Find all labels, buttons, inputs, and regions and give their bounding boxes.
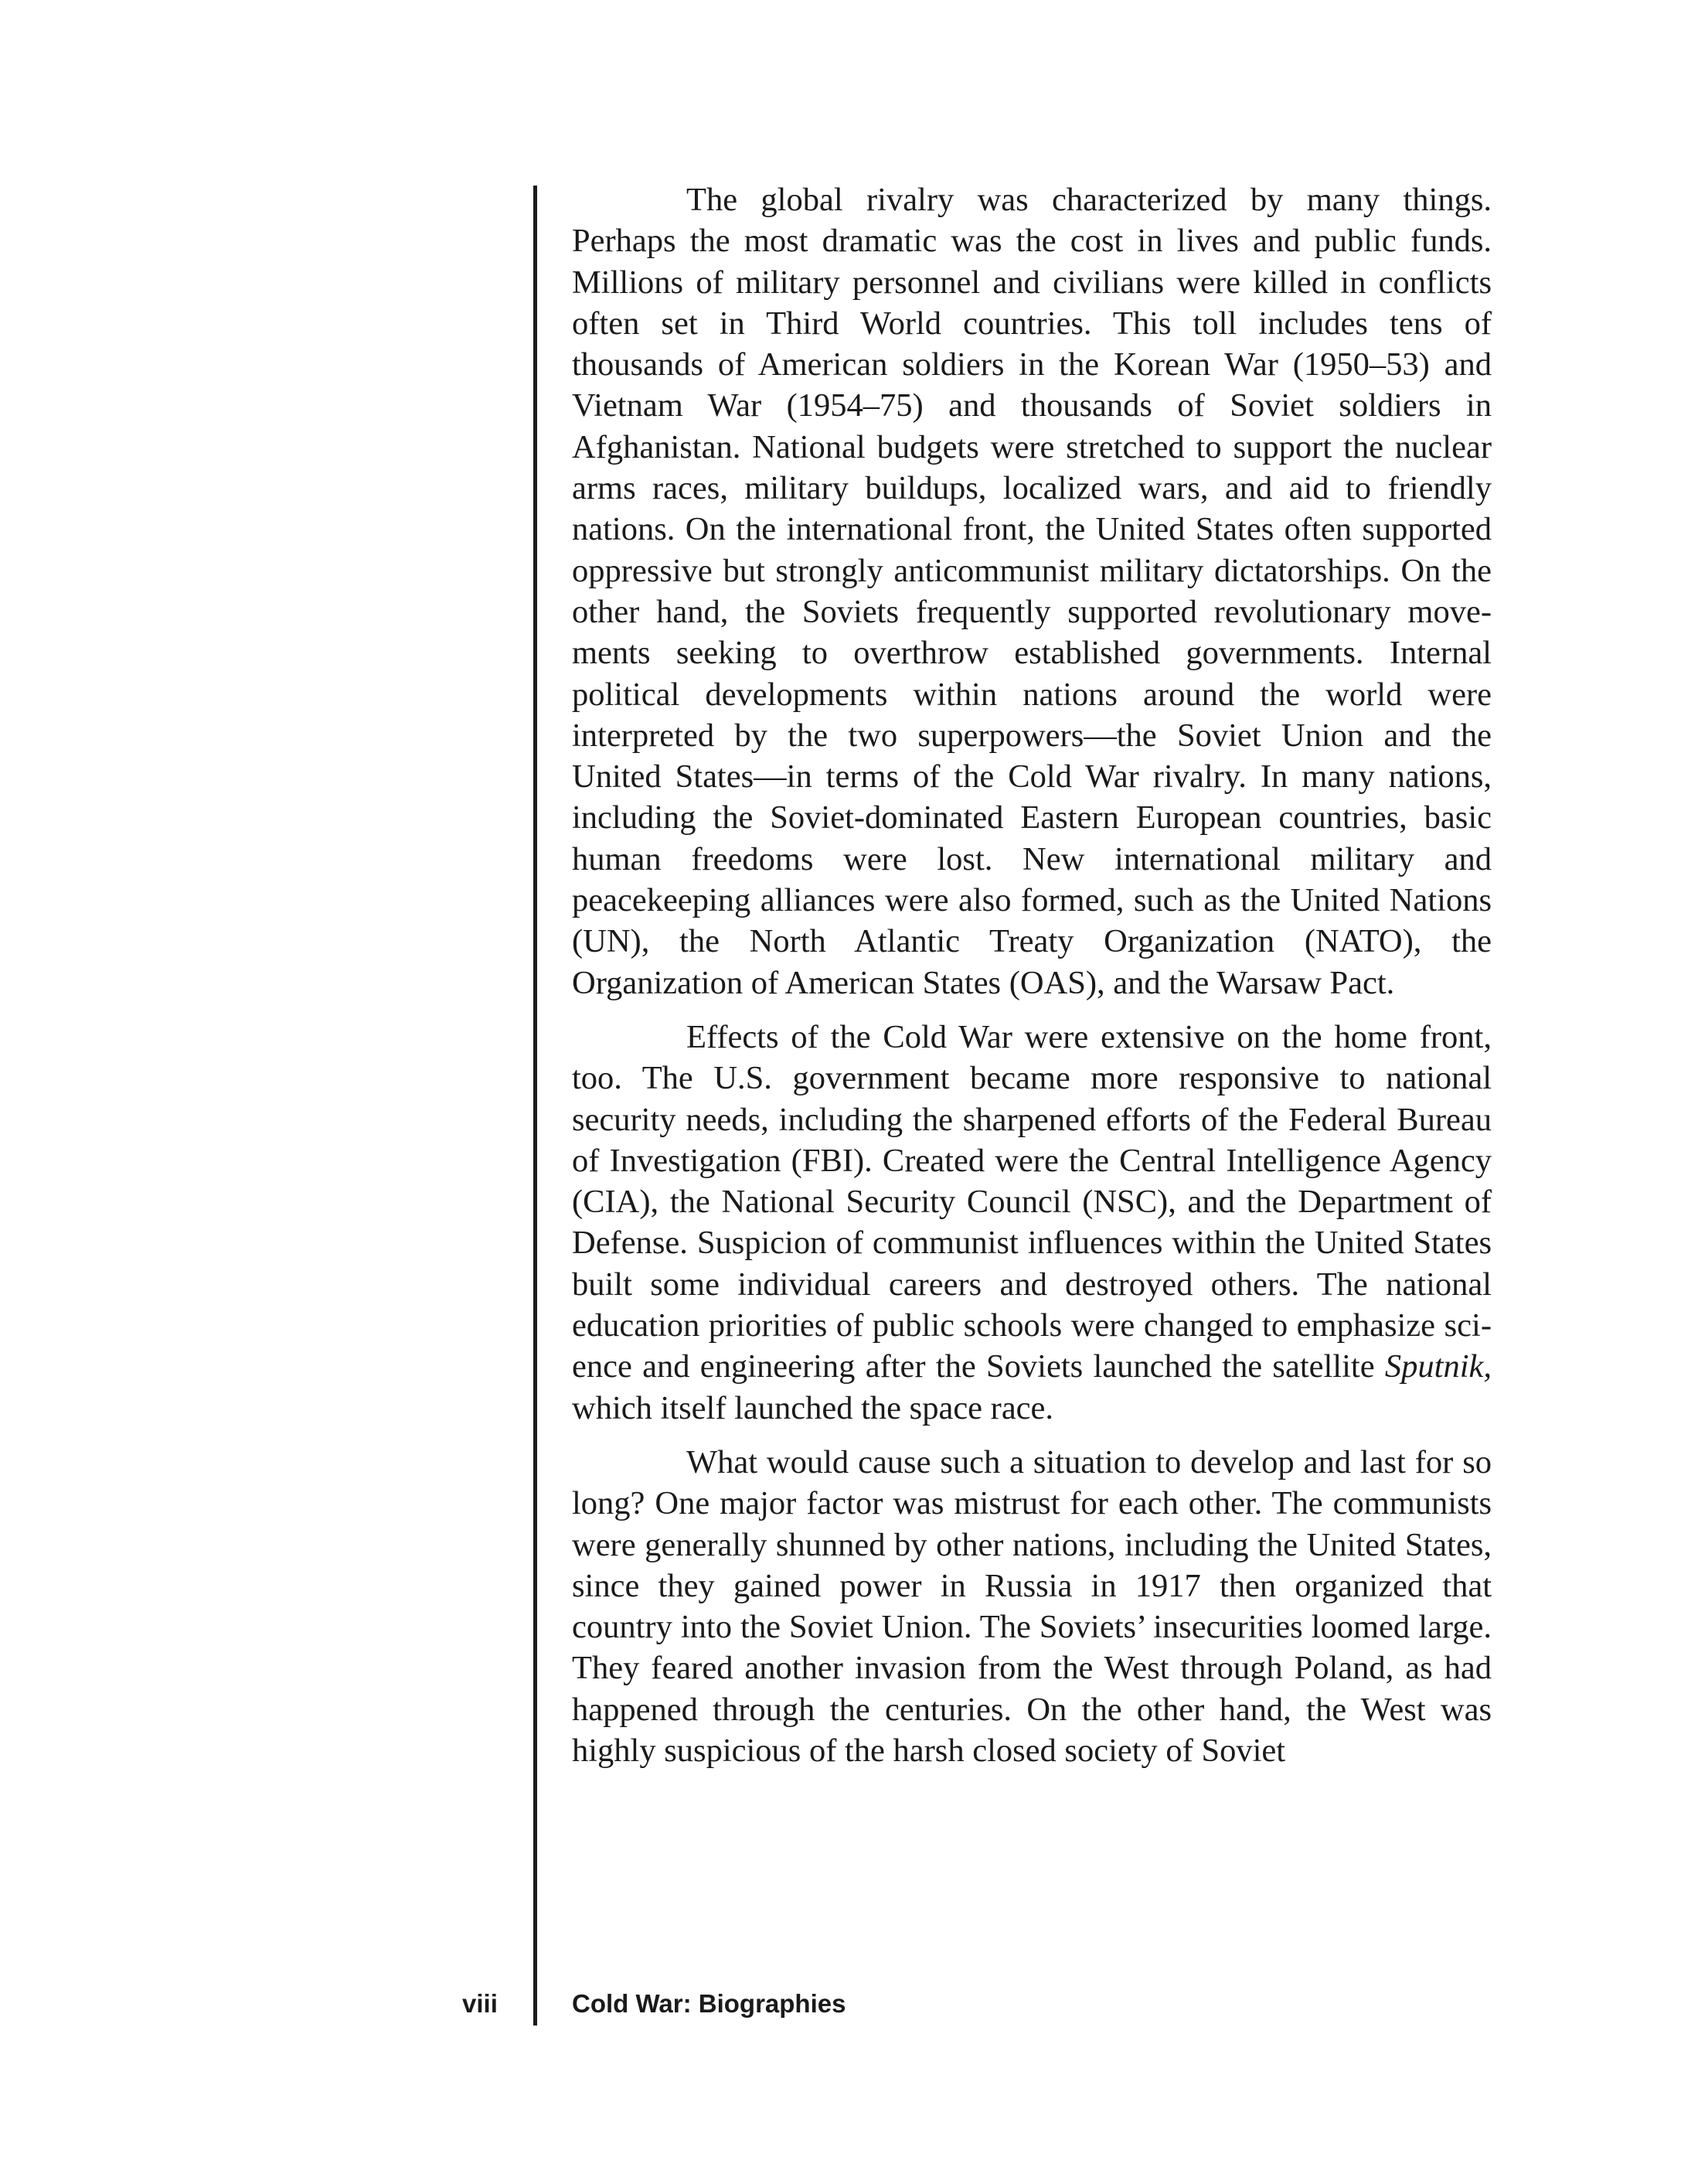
paragraph-home-front-text: Effects of the Cold War were extensive on the home front, too. The U.S. government became more responsive to national security needs, including the sharpened efforts of the Federal Bureau of Investigation (FBI). Created were the Central Intelligence Agency (CIA), the National Security Council (NSC), and the Department of Defense. Suspicion of communist influences within the United States built some individual careers and destroyed others. The national education priorities of public schools were changed to emphasize science and engineering after the Soviets launched the satellite: [572, 1018, 1492, 1385]
running-footer-title: Cold War: Biographies: [572, 1989, 846, 2018]
sputnik-tail: which itself launched the space race.: [572, 1389, 1054, 1426]
paragraph-global-rivalry: The global rivalry was characterized by many things. Perhaps the most dramatic was the cost in lives and public funds. Millions of military personnel and civilians were killed in conflicts often set in Third World countries. This toll includes tens of thousands of American soldiers in the Korean War (1950–53) and Vietnam War (1954–75) and thousands of Soviet soldiers in Afghanistan. National budgets were stretched to support the nuclear arms races, military buildups, localized wars, and aid to friendly nations. On the international front, the United States often supported oppressive but strongly anticommunist military dictatorships. On the other hand, the Soviets frequently supported revolutionary movements seeking to overthrow established governments. Internal political developments within nations around the world were interpreted by the two superpowers—the Soviet Union and the United States—in terms of the Cold War rivalry. In many nations, including the Soviet-dominated Eastern European countries, basic human freedoms were lost. New international military and peacekeeping alliances were also formed, such as the United Nations (UN), the North Atlantic Treaty Organization (NATO), the Organization of American States (OAS), and the Warsaw Pact.: [572, 182, 1492, 1001]
sputnik-italic: Sputnik,: [1384, 1348, 1492, 1385]
paragraph-mistrust: What would cause such a situation to develop and last for so long? One major factor was mistrust for each other. The communists were generally shunned by other nations, including the United States, since they gained power in Russia in 1917 then organized that country into the Soviet Union. The Soviets’ insecurities loomed large. They feared another invasion from the West through Poland, as had happened through the centuries. On the other hand, the West was highly suspicious of the harsh closed society of Soviet: [572, 1443, 1492, 1769]
paragraph-home-front: [572, 1017, 1492, 1429]
margin-rule: [533, 186, 537, 2026]
page-number: viii: [462, 1989, 498, 2018]
body-text: [572, 179, 1492, 1784]
